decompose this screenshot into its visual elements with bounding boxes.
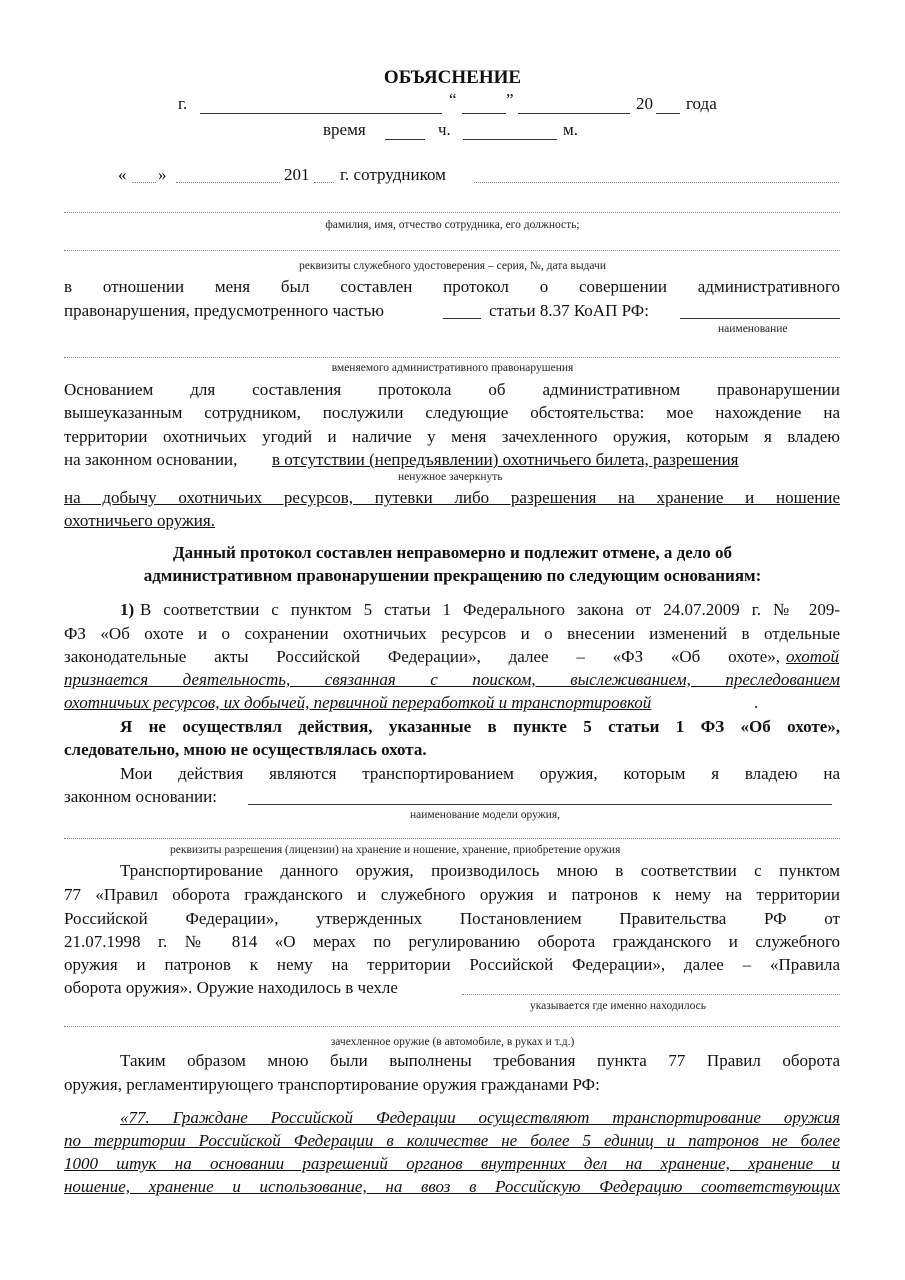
p6-line-6: оборота оружия». Оружие находилось в чехле [64,978,398,997]
p1-line-2a: правонарушения, предусмотренного частью [64,301,384,320]
p6-line-1: Транспортирование данного оружия, производилось мною в соответствии с пунктом [120,861,840,880]
date-month-blank [176,182,280,183]
document-title: ОБЪЯСНЕНИЕ [383,67,522,88]
city-blank [200,113,442,114]
caption-offense: вменяемого административного правонарушения [331,362,574,374]
p7-line-1: Таким образом мною были выполнены требования пункта 77 Правил оборота [120,1051,840,1070]
caption-where: указывается где именно находилось [530,1000,707,1012]
offense-name-blank [680,318,840,319]
month-blank [518,113,630,114]
caption-license: реквизиты разрешения (лицензии) на хранение и ношение, хранение, приобретение оружия [170,844,621,856]
p2-line-4a: на законном основании, [64,450,238,469]
officer-full-blank [64,212,840,213]
p7-line-2: оружия, регламентирующего транспортирование оружия гражданами РФ: [64,1075,600,1094]
p3-line-1: В соответствии с пунктом 5 статьи 1 Федерального закона от 24.07.2009 г. № 209- [140,600,840,619]
day-blank [462,113,506,114]
id-blank [64,250,840,251]
date-year-blank [314,182,334,183]
date-quote-open: « [118,165,127,184]
p1-line-1: в отношении меня был составлен протокол о совершении административного [64,277,840,296]
minute-label: м. [563,120,579,139]
p3-line-5: охотничьих ресурсов, их добычей, первичной переработкой и транспортировкой [64,693,652,712]
p5-line-1: Мои действия являются транспортированием оружия, которым я владею на [120,764,840,783]
quote-line-3: 1000 штук на основании разрешений органов внутренних дел на хранение, хранение и [64,1154,840,1173]
p3-line-5-end: . [754,693,759,712]
p3-number: 1) [120,600,135,619]
year-prefix: 20 [636,94,653,113]
location-full-blank [64,1026,840,1027]
p4-line-1: Я не осуществлял действия, указанные в пункте 5 статьи 1 ФЗ «Об охоте», [120,717,840,736]
year-suffix: года [686,94,717,113]
grounds-heading-1: Данный протокол составлен неправомерно и подлежит отмене, а дело об [172,543,733,562]
p2-line-5: на добычу охотничьих ресурсов, путевки либо разрешения на хранение и ношение [64,488,840,507]
p4-line-2: следовательно, мною не осуществлялась охота. [64,740,427,759]
p6-line-2: 77 «Правил оборота гражданского и служебного оружия и патронов к нему на территории [64,885,840,904]
officer-label: г. сотрудником [340,165,446,184]
grounds-heading-2: административном правонарушении прекращению по следующим основаниям: [143,566,762,585]
p3-line-4: признается деятельность, связанная с поиском, выслеживанием, преследованием [64,670,840,689]
quote-line-1: «77. Граждане Российской Федерации осуществляют транспортирование оружия [120,1108,840,1127]
hour-label: ч. [438,120,451,139]
date-day-blank [132,182,156,183]
p3-line-3b: охотой [786,647,840,666]
date-quote-close: » [158,165,167,184]
year-blank [656,113,680,114]
caption-name: наименование [718,323,788,335]
p6-line-5: оружия и патронов к нему на территории Российской Федерации», далее – «Правила [64,955,840,974]
p3-line-3a: законодательные акты Российской Федерации», далее – «ФЗ «Об охоте», [64,647,780,666]
location-blank [462,994,840,995]
p5-line-2: законном основании: [64,787,217,806]
time-label: время [323,120,366,139]
p1-line-2b: статьи 8.37 КоАП РФ: [489,301,649,320]
caption-id: реквизиты служебного удостоверения – серия, №, дата выдачи [299,260,606,272]
caption-strike: ненужное зачеркнуть [398,471,503,483]
p2-line-2: вышеуказанным сотрудником, послужили следующие обстоятельства: мое нахождение на [64,403,840,422]
p6-line-4: 21.07.1998 г. № 814 «О мерах по регулированию оборота гражданского и служебного [64,932,840,951]
quote-line-4: ношение, хранение и использование, на ввоз в Российскую Федерацию соответствующих [64,1177,840,1196]
officer-blank [474,182,839,183]
caption-officer: фамилия, имя, отчество сотрудника, его должность; [325,219,580,231]
weapon-model-blank [248,804,832,805]
date-year: 201 [284,165,310,184]
p6-line-3: Российской Федерации», утвержденных Постановлением Правительства РФ от [64,909,840,928]
quote-line-2: по территории Российской Федерации в количестве не более 5 единиц и патронов не более [64,1131,840,1150]
part-blank [443,318,481,319]
p2-line-6: охотничьего оружия. [64,511,215,530]
quote-open: “ [449,90,457,109]
minute-blank [463,139,557,140]
quote-close: ” [506,90,514,109]
p3-line-2: ФЗ «Об охоте и о сохранении охотничьих ресурсов и о внесении изменений в отдельные [64,624,840,643]
caption-model: наименование модели оружия, [410,809,560,821]
offense-blank [64,357,840,358]
caption-cased: зачехленное оружие (в автомобиле, в руках и т.д.) [330,1036,575,1048]
city-label: г. [178,94,188,113]
p2-line-1: Основанием для составления протокола об административном правонарушении [64,380,840,399]
p2-line-4b: в отсутствии (непредъявлении) охотничьего билета, разрешения [272,450,739,469]
hour-blank [385,139,425,140]
p2-line-3: территории охотничьих угодий и наличие у меня зачехленного оружия, которым я владею [64,427,840,446]
license-blank [64,838,840,839]
